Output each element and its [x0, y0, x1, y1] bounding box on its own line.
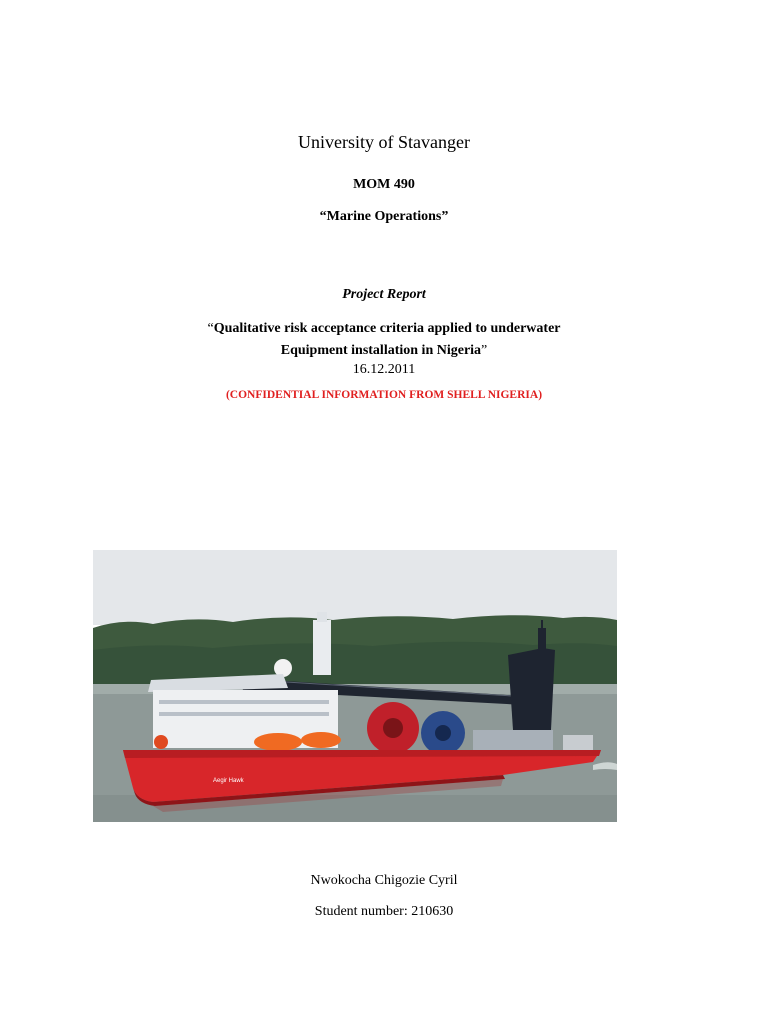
author-name: Nwokocha Chigozie Cyril [310, 873, 458, 888]
deckhouse-windows-2 [159, 712, 329, 716]
cable-reel-red-hub [383, 718, 403, 738]
report-title-line-2 [0, 343, 768, 359]
title-line-1-text: Qualitative risk acceptance criteria applied to underwater [213, 321, 561, 336]
title-close-quote: ” [481, 343, 488, 358]
hull-name: Aegir Hawk [213, 778, 244, 784]
sky [93, 550, 617, 625]
title-open-quote: “ [207, 321, 214, 336]
confidential-notice: (CONFIDENTIAL INFORMATION FROM SHELL NIGERIA) [225, 389, 543, 401]
crane-tower [508, 648, 555, 730]
report-date: 16.12.2011 [352, 362, 416, 377]
student-number: Student number: 210630 [314, 904, 454, 919]
mast [313, 620, 331, 675]
lifeboat-1 [254, 733, 302, 751]
ship-photo [93, 550, 617, 822]
report-type: Project Report [342, 287, 426, 302]
life-raft [154, 735, 168, 749]
title-line-2-text: Equipment installation in Nigeria [280, 343, 482, 358]
course-code: MOM 490 [353, 177, 415, 192]
mast-top [317, 612, 327, 622]
lifeboat-2 [301, 732, 341, 748]
ship-illustration [93, 550, 617, 822]
deckhouse-windows-1 [159, 700, 329, 704]
course-name: “Marine Operations” [319, 209, 449, 224]
crane-mast [538, 628, 546, 652]
university-name: University of Stavanger [298, 132, 470, 152]
report-title-line-1 [0, 321, 768, 337]
cable-reel-blue-hub [435, 725, 451, 741]
